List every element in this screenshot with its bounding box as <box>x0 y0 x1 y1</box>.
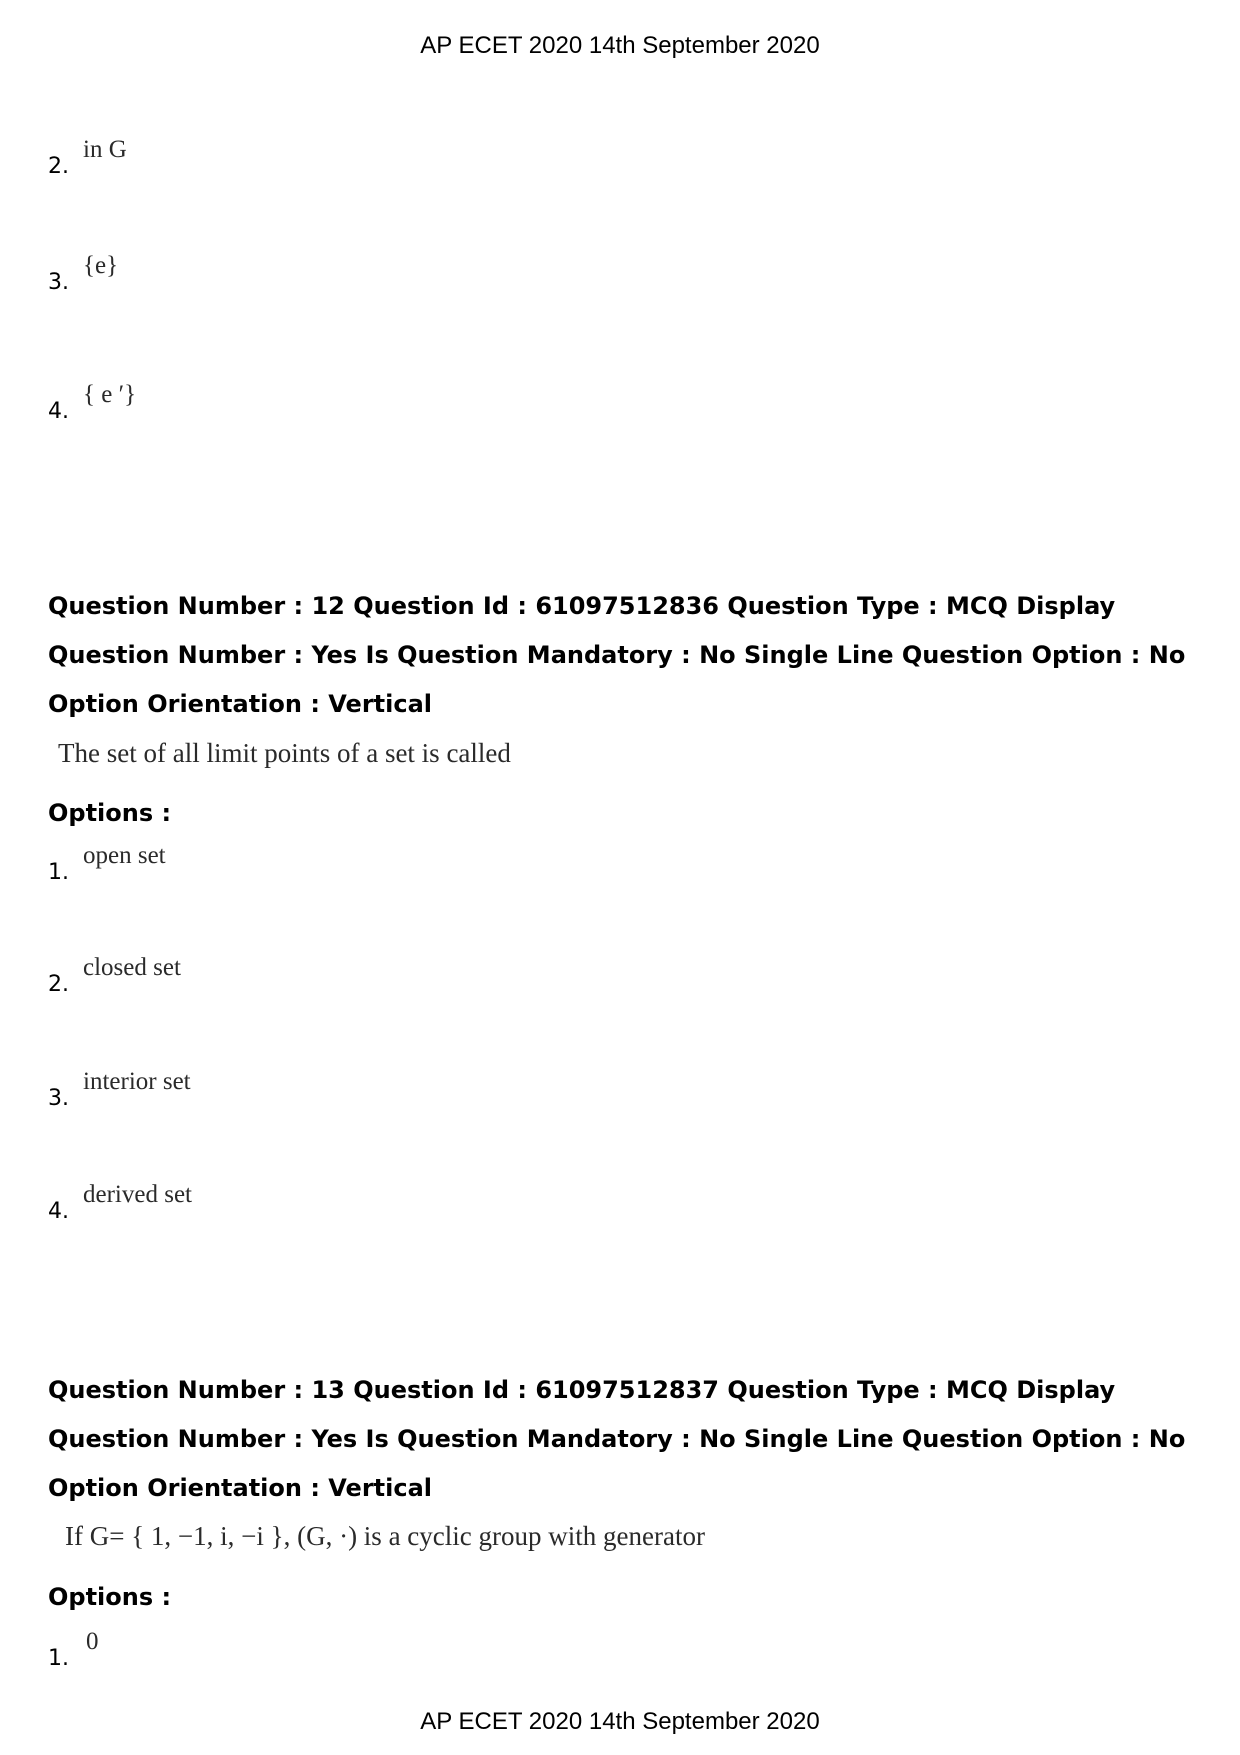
option-number: 1. <box>48 860 69 885</box>
option-number: 2. <box>48 154 69 179</box>
option-number: 4. <box>48 1199 69 1224</box>
option-text: in G <box>83 136 127 163</box>
option-number: 4. <box>48 399 69 424</box>
question-text: The set of all limit points of a set is called <box>58 738 511 768</box>
option-text: open set <box>83 842 166 869</box>
option-text: 0 <box>86 1628 99 1655</box>
option-text: closed set <box>83 954 181 981</box>
question-text: If G= { 1, −1, i, −i }, (G, ·) is a cyclic group with generator <box>65 1521 705 1551</box>
option-text: derived set <box>83 1181 192 1208</box>
page-footer: AP ECET 2020 14th September 2020 <box>420 1708 820 1735</box>
question-meta: Question Number : 13 Question Id : 61097512837 Question Type : MCQ Display Question Number : Yes Is Question Mandatory : No Single Line Question Option : No Option Orientation : Vertical <box>48 1376 1186 1502</box>
option-text: interior set <box>83 1068 191 1095</box>
option-number: 2. <box>48 972 69 997</box>
question-meta: Question Number : 12 Question Id : 61097512836 Question Type : MCQ Display Question Number : Yes Is Question Mandatory : No Single Line Question Option : No Option Orientation : Vertical <box>48 592 1186 718</box>
options-label: Options : <box>48 799 172 827</box>
option-text: {e} <box>83 252 119 279</box>
option-number: 1. <box>48 1646 69 1671</box>
option-text: { e ′} <box>83 381 137 408</box>
option-number: 3. <box>48 1086 69 1111</box>
page-header: AP ECET 2020 14th September 2020 <box>420 32 820 59</box>
options-label: Options : <box>48 1583 172 1611</box>
option-number: 3. <box>48 270 69 295</box>
